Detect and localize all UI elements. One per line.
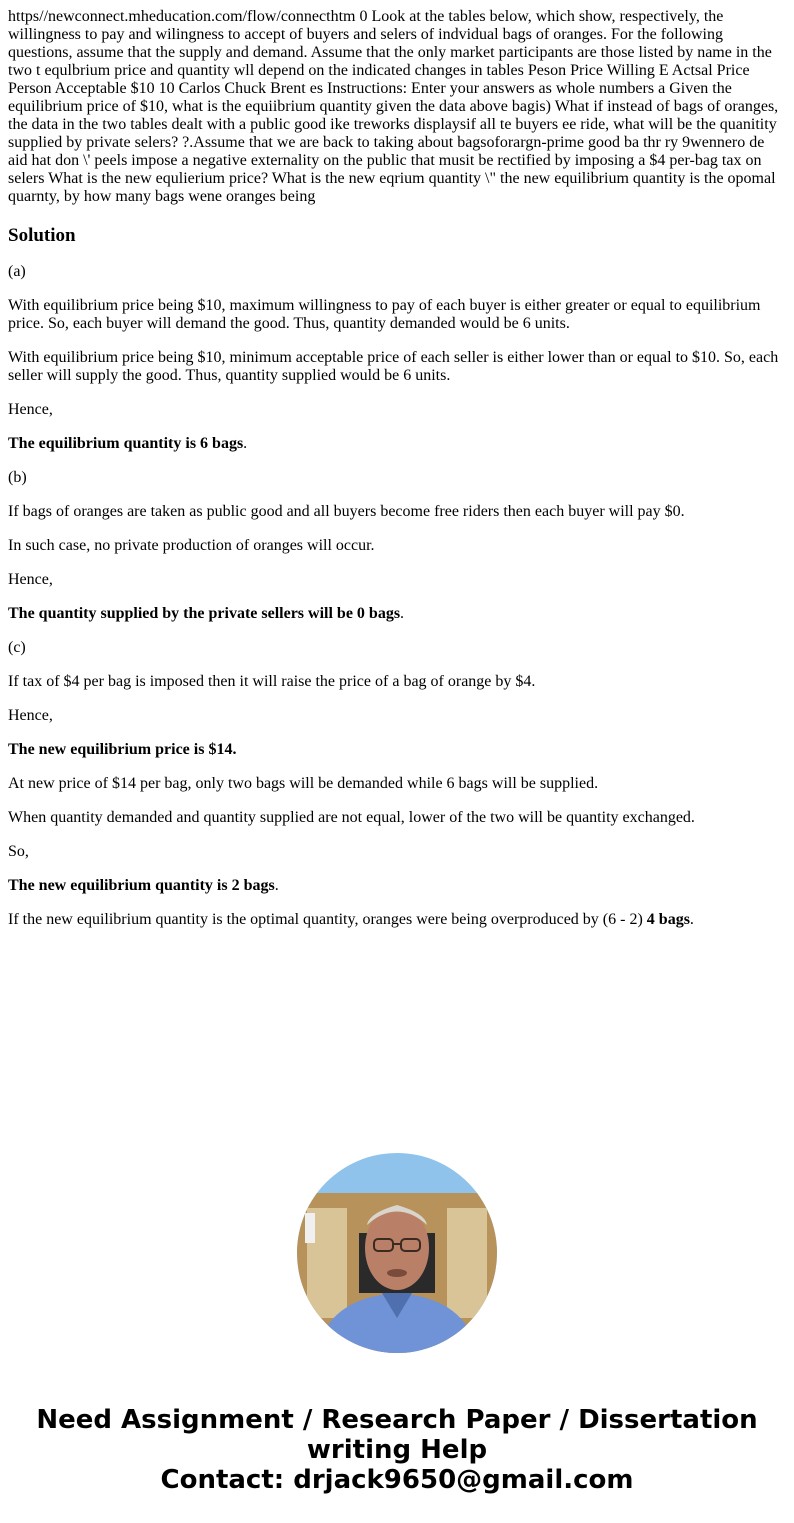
contact-banner [0,1405,794,1495]
banner-line-2: writing Help [306,1435,488,1465]
author-avatar [297,1153,497,1353]
part-c-answer-price-bold: The new equilibrium price is $14. [8,741,237,758]
part-b-answer [8,605,786,623]
part-c-paragraph-4-text: If the new equilibrium quantity is the optimal quantity, oranges were being overproduced by (6 - 2) [8,911,647,928]
part-a-hence: Hence, [8,401,53,418]
part-b-hence: Hence, [8,571,53,588]
part-c-answer-price [8,741,786,759]
part-c-answer-quantity-bold: The new equilibrium quantity is 2 bags [8,877,275,894]
part-a-answer-bold: The equilibrium quantity is 6 bags [8,435,244,452]
part-c-answer-quantity-period: . [274,877,279,894]
part-a-paragraph-2: With equilibrium price being $10, minimum acceptable price of each seller is either lower than or equal to $10. So, each seller will supply the good. Thus, quantity supplied would be 6 units. [8,349,779,384]
part-c-so: So, [8,843,29,860]
avatar-portrait-image [297,1153,497,1353]
part-c-paragraph-4-bold: 4 bags [646,911,690,928]
part-a-answer [8,435,786,453]
part-c-hence: Hence, [8,707,53,724]
part-c-paragraph-3: When quantity demanded and quantity supplied are not equal, lower of the two will be quantity exchanged. [8,809,695,826]
part-b-answer-bold: The quantity supplied by the private sellers will be 0 bags [8,605,401,622]
part-a-answer-period: . [243,435,248,452]
part-c-label: (c) [8,639,26,656]
document-body [8,8,786,945]
solution-heading: Solution [8,225,76,246]
part-b-answer-period: . [400,605,405,622]
part-a-label: (a) [8,263,26,280]
banner-line-1: Need Assignment / Research Paper / Dissertation [36,1405,758,1435]
banner-contact-line: Contact: drjack9650@gmail.com [160,1465,634,1495]
part-b-paragraph-2: In such case, no private production of oranges will occur. [8,537,375,554]
part-c-paragraph-1: If tax of $4 per bag is imposed then it will raise the price of a bag of orange by $4. [8,673,536,690]
part-a-paragraph-1: With equilibrium price being $10, maximum willingness to pay of each buyer is either greater or equal to equilibrium price. So, each buyer will demand the good. Thus, quantity demanded would be 6 units. [8,297,761,332]
part-c-paragraph-4-period: . [689,911,694,928]
part-c-paragraph-2: At new price of $14 per bag, only two bags will be demanded while 6 bags will be supplied. [8,775,599,792]
part-c-answer-quantity [8,877,786,895]
question-text: https//newconnect.mheducation.com/flow/connecthtm 0 Look at the tables below, which show, respectively, the willingness to pay and wilingness to accept of buyers and selers of indvidual bags of oranges. For the following questions, assume that the supply and demand. Assume that the only market participants are those listed by name in the two t equlbrium price and quantity wll depend on the indicated changes in tables Peson Price Willing E Actsal Price Person Acceptable $10 10 Carlos Chuck Brent es Instructions: Enter your answers as whole numbers a Given the equilibrium price of $10, what is the equiibrium quantity given the data above bagis) What if instead of bags of oranges, the data in the two tables dealt with a public good ike treworks displaysif all te buyers ee ride, what will be the quanitity supplied by private selers? ?.Assume that we are back to taking about bagsoforargn-prime good ba thr ry 9wennero de aid hat don \' peels impose a negative externality on the public that musit be rectified by imposing a $4 per-bag tax on selers What is the new equlierium price? What is the new eqrium quantity \" the new equilibrium quantity is the opomal quarnty, by how many bags wene oranges being [8,8,779,205]
part-c-paragraph-4 [8,911,786,929]
part-b-paragraph-1: If bags of oranges are taken as public good and all buyers become free riders then each buyer will pay $0. [8,503,685,520]
part-b-label: (b) [8,469,27,486]
